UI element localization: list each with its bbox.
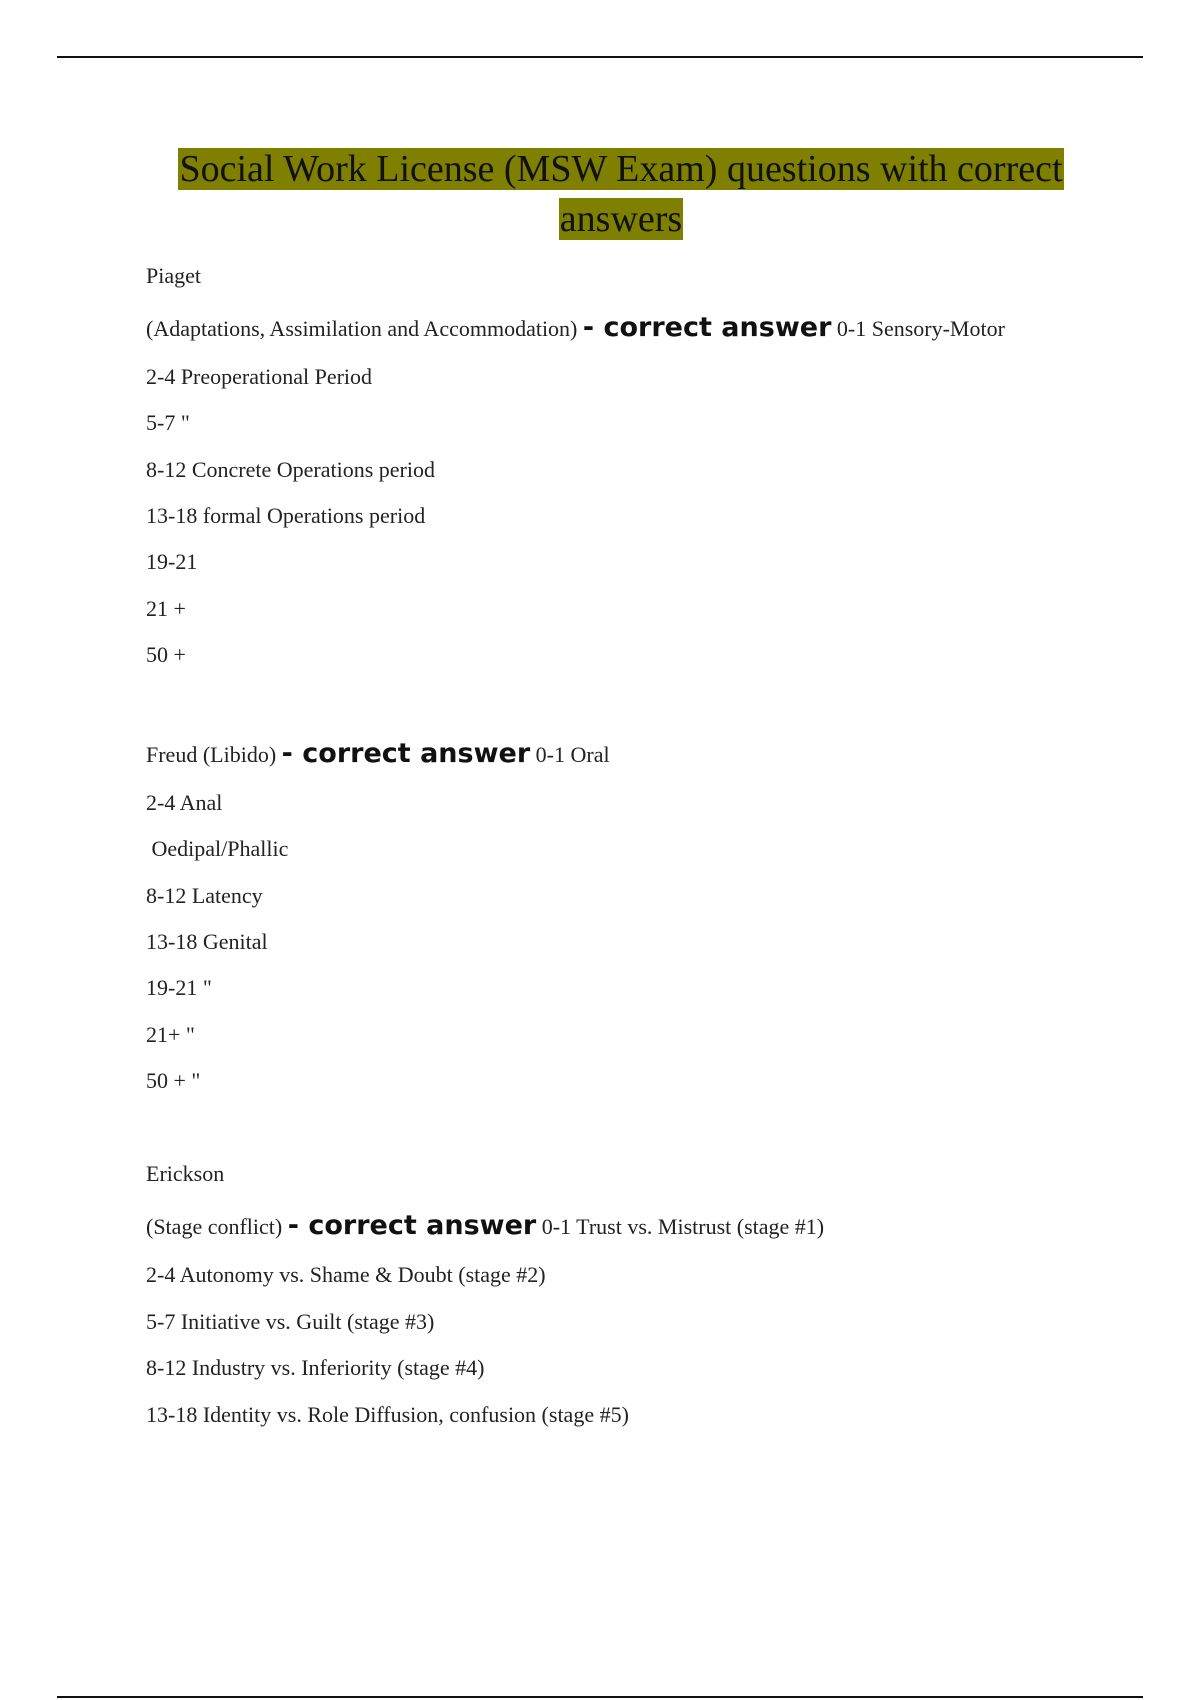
answer-line: 8-12 Latency [146, 883, 263, 908]
answer-text: 0-1 Trust vs. Mistrust (stage #1) [541, 1214, 825, 1239]
answer-line: 21+ " [146, 1022, 195, 1047]
answer-line: 13-18 formal Operations period [146, 503, 426, 528]
answer-line: 13-18 Identity vs. Role Diffusion, confusion (stage #5) [146, 1402, 629, 1427]
correct-answer-marker: - correct answer [582, 312, 832, 343]
question-line-piaget [146, 314, 1005, 343]
answer-text: 0-1 Sensory-Motor [836, 316, 1005, 341]
answer-line: 5-7 Initiative vs. Guilt (stage #3) [146, 1309, 435, 1334]
answer-line: 2-4 Preoperational Period [146, 364, 373, 389]
answer-text: 0-1 Oral [535, 742, 610, 767]
question-text: (Adaptations, Assimilation and Accommodation) [146, 316, 578, 341]
header-rule [57, 56, 1143, 58]
correct-answer-marker: - correct answer [281, 738, 531, 769]
question-line-erickson [146, 1212, 824, 1241]
question-text: (Stage conflict) [146, 1214, 283, 1239]
answer-line: 19-21 " [146, 975, 212, 1000]
answer-line: 5-7 " [146, 410, 190, 435]
answer-line: 2-4 Autonomy vs. Shame & Doubt (stage #2) [146, 1262, 546, 1287]
answer-line: 50 + [146, 642, 186, 667]
answer-line: 21 + [146, 596, 186, 621]
section-heading-piaget: Piaget [146, 263, 201, 288]
question-text: Freud (Libido) [146, 742, 277, 767]
footer-rule [57, 1696, 1143, 1698]
title-line-1: Social Work License (MSW Exam) questions with correct [179, 148, 1063, 190]
answer-line: 2-4 Anal [146, 790, 223, 815]
answer-line: 8-12 Concrete Operations period [146, 457, 435, 482]
title-line-2: answers [559, 198, 683, 240]
answer-line: 19-21 [146, 549, 198, 574]
answer-line: 8-12 Industry vs. Inferiority (stage #4) [146, 1355, 485, 1380]
section-heading-erickson: Erickson [146, 1161, 225, 1186]
answer-line: 13-18 Genital [146, 929, 268, 954]
answer-line: 50 + " [146, 1068, 201, 1093]
document-title [146, 144, 1096, 244]
correct-answer-marker: - correct answer [287, 1210, 537, 1241]
question-line-freud [146, 740, 610, 769]
answer-line: Oedipal/Phallic [146, 836, 289, 861]
